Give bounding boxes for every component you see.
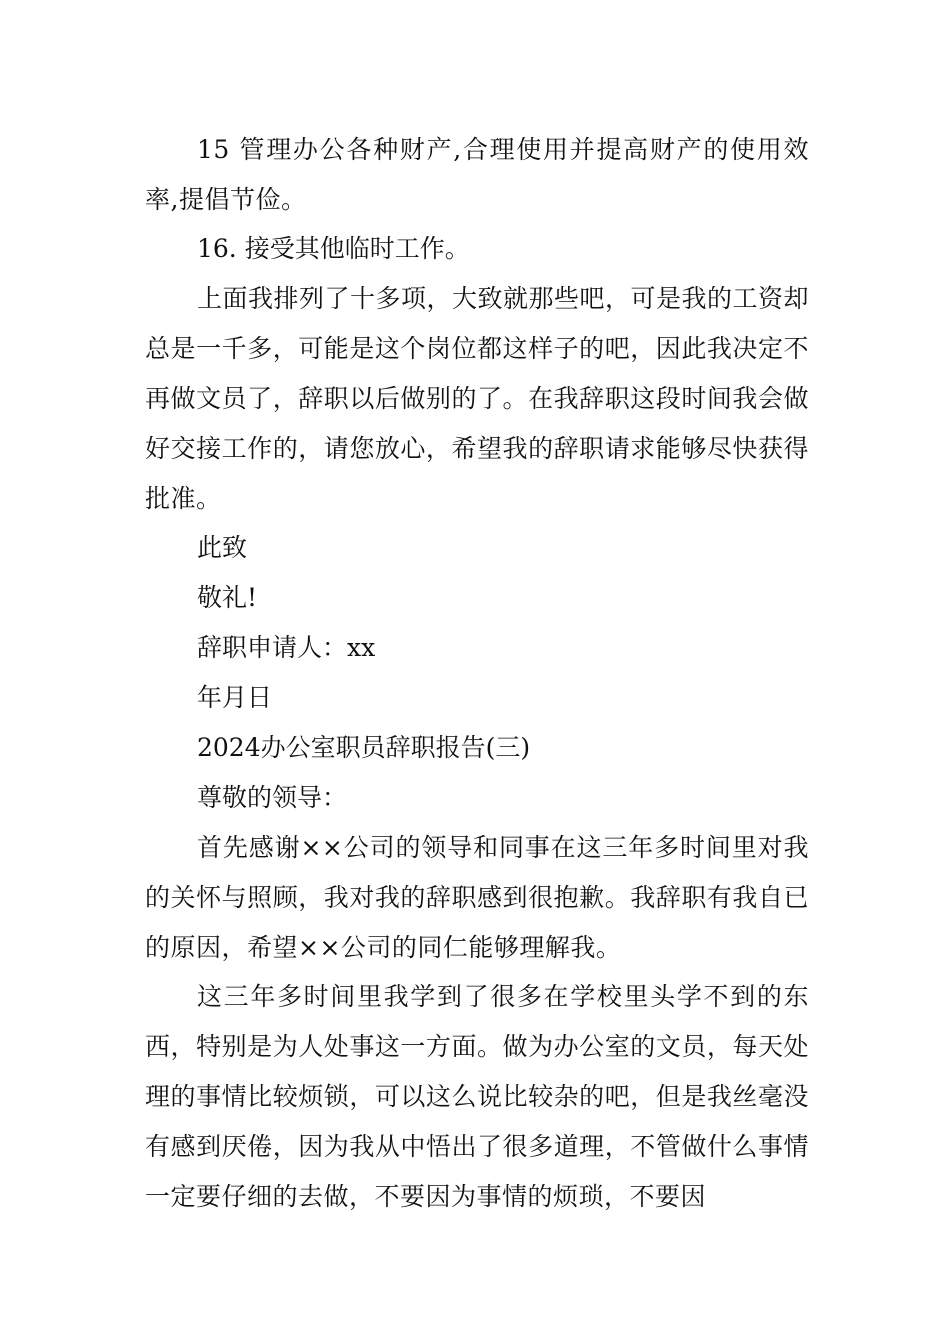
closing-line-1: 此致 (197, 533, 248, 562)
experience-paragraph: 这三年多时间里我学到了很多在学校里头学不到的东西，特别是为人处事这一方面。做为办公室的文员，每天处理的事情比较烦锁，可以这么说比较杂的吧，但是我丝毫没有感到厌倦，因为我从中悟出了很多道理，不管做什么事情一定要仔细的去做，不要因为事情的烦琐，不要因 (145, 982, 809, 1211)
list-item-15: 15 管理办公各种财产,合理使用并提高财产的使用效率,提倡节俭。 (145, 135, 809, 214)
date-line: 年月日 (197, 683, 273, 712)
closing-line-2: 敬礼! (197, 583, 258, 612)
signature-line: 辞职申请人：xx (197, 633, 376, 662)
section-title: 2024办公室职员辞职报告(三) (197, 733, 531, 762)
list-item-16: 16. 接受其他临时工作。 (197, 234, 470, 263)
thanks-paragraph: 首先感谢××公司的领导和同事在这三年多时间里对我的关怀与照顾，我对我的辞职感到很抱歉。我辞职有我自已的原因，希望××公司的同仁能够理解我。 (145, 833, 809, 962)
summary-paragraph: 上面我排列了十多项，大致就那些吧，可是我的工资却总是一千多，可能是这个岗位都这样子的吧，因此我决定不再做文员了，辞职以后做别的了。在我辞职这段时间我会做好交接工作的，请您放心，希望我的辞职请求能够尽快获得批准。 (145, 284, 810, 513)
salutation: 尊敬的领导： (197, 783, 348, 812)
